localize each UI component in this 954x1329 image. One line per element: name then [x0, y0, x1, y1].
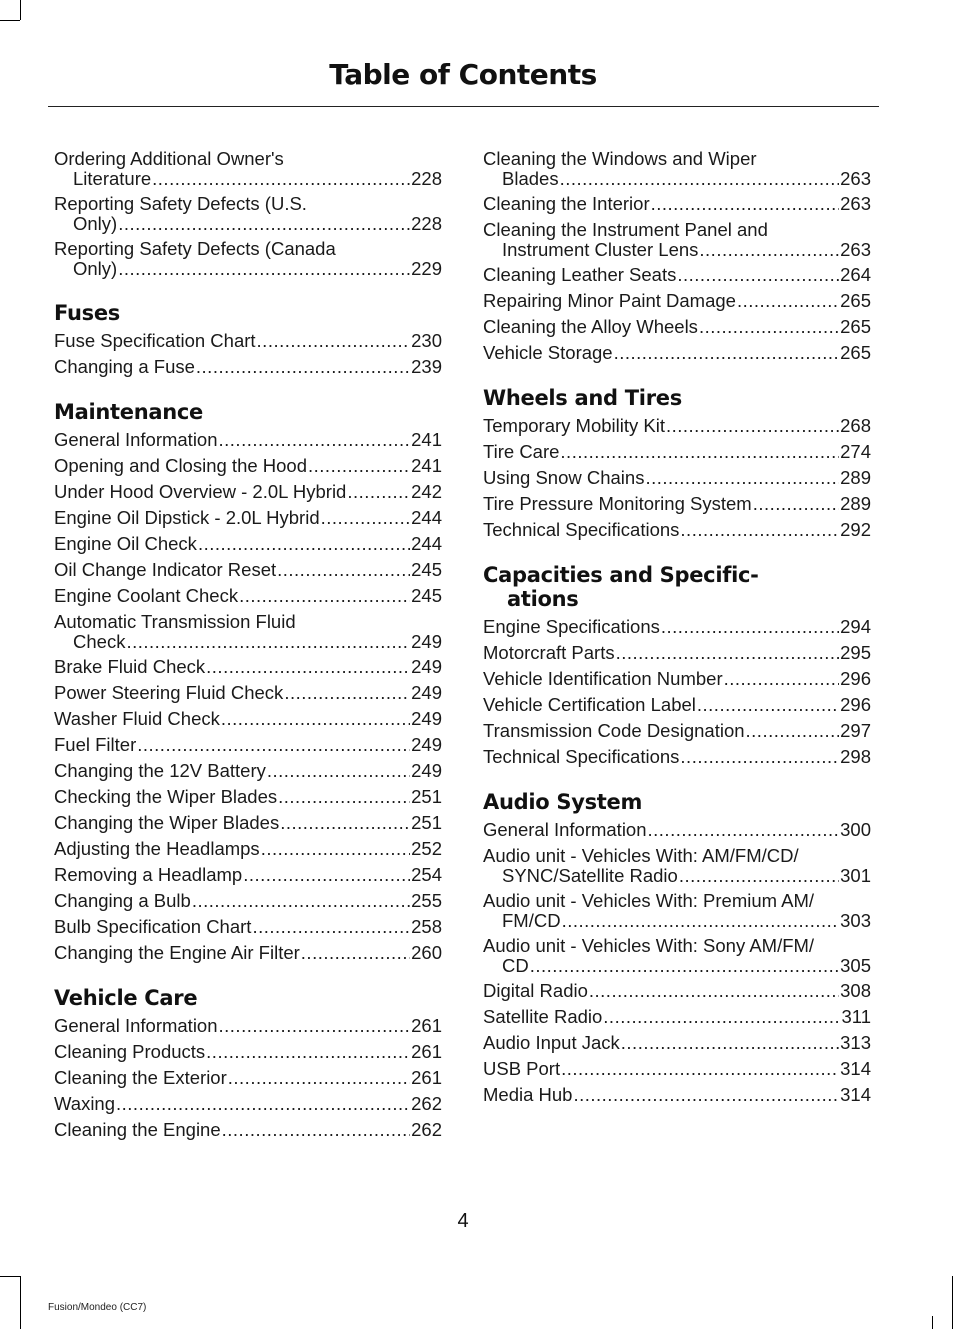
section-heading-text: Audio System [483, 790, 643, 814]
dot-leader [621, 1030, 839, 1056]
toc-entry-page-number: 230 [411, 330, 442, 351]
toc-entry[interactable] [483, 491, 871, 517]
dot-leader [219, 427, 411, 453]
toc-entry-title: Cleaning the Windows and Wiper [483, 148, 757, 169]
dot-leader [645, 465, 839, 491]
toc-entry-page-number: 289 [840, 493, 871, 514]
toc-entry-title: Transmission Code Designation [483, 720, 745, 741]
toc-entry-title: Changing the Engine Air Filter [54, 942, 300, 963]
toc-entry[interactable] [54, 191, 442, 236]
toc-entry-page-number: 241 [411, 429, 442, 450]
toc-entry[interactable] [54, 1065, 442, 1091]
toc-entry-title: Fuse Specification Chart [54, 330, 256, 351]
dot-leader [206, 1039, 410, 1065]
toc-entry-page-number: 303 [840, 909, 871, 931]
toc-entry-title: Checking the Wiper Blades [54, 786, 278, 807]
toc-entry-page-number: 301 [840, 864, 871, 886]
toc-entry[interactable] [483, 888, 871, 933]
toc-entry-page-number: 311 [841, 1006, 871, 1027]
toc-entry-title: Motorcraft Parts [483, 642, 615, 663]
toc-entry-title: Reporting Safety Defects (U.S. [54, 193, 307, 214]
toc-entry[interactable] [54, 557, 442, 583]
toc-entry-title: Audio unit - Vehicles With: Sony AM/FM/ [483, 935, 815, 956]
toc-entry-title: Vehicle Storage [483, 342, 613, 363]
toc-entry[interactable] [483, 666, 871, 692]
toc-entry-title: Power Steering Fluid Check [54, 682, 284, 703]
toc-entry-title: Vehicle Identification Number [483, 668, 723, 689]
toc-entry-page-number: 249 [411, 682, 442, 703]
toc-entry-title: Automatic Transmission Fluid [54, 611, 296, 632]
toc-entry-title: Washer Fluid Check [54, 708, 220, 729]
dot-leader [284, 680, 410, 706]
toc-entry[interactable] [483, 640, 871, 666]
toc-entry-page-number: 274 [840, 441, 871, 462]
toc-entry-page-number: 252 [411, 838, 442, 859]
toc-entry-page-number: 265 [840, 316, 871, 337]
dot-leader [666, 413, 839, 439]
toc-entry-title: Engine Specifications [483, 616, 660, 637]
section-heading-text: Vehicle Care [54, 986, 198, 1010]
section-heading-text: Capacities and Specific- [483, 563, 759, 587]
toc-entry-page-number: 229 [411, 257, 442, 279]
dot-leader [699, 240, 839, 260]
toc-entry-title: Cleaning Leather Seats [483, 264, 677, 285]
dot-leader [651, 191, 840, 217]
toc-entry-page-number: 263 [840, 193, 871, 214]
dot-leader [573, 1082, 839, 1108]
section-heading [54, 400, 442, 424]
dot-leader [126, 632, 410, 652]
toc-entry[interactable] [483, 692, 871, 718]
toc-entry[interactable] [483, 817, 871, 843]
toc-entry-page-number: 245 [411, 585, 442, 606]
dot-leader [321, 505, 411, 531]
toc-entry-title: Tire Care [483, 441, 560, 462]
document-label: Fusion/Mondeo (CC7) [48, 1302, 147, 1313]
toc-entry[interactable] [54, 836, 442, 862]
toc-entry-title: Under Hood Overview - 2.0L Hybrid [54, 481, 347, 502]
toc-entry-page-number: 264 [840, 264, 871, 285]
dot-leader [118, 214, 410, 234]
toc-entry-page-number: 296 [840, 668, 871, 689]
toc-entry-page-number: 261 [411, 1041, 442, 1062]
crop-mark-top-left-h [0, 20, 20, 21]
dot-leader [697, 692, 839, 718]
toc-left-column [54, 146, 442, 1143]
title-divider [48, 106, 879, 107]
toc-entry-title: Fuel Filter [54, 734, 137, 755]
toc-entry-title: Changing the Wiper Blades [54, 812, 280, 833]
dot-leader [746, 718, 840, 744]
dot-leader [347, 479, 410, 505]
toc-entry-title: Cleaning the Instrument Panel and [483, 219, 768, 240]
dot-leader [252, 914, 410, 940]
toc-entry-title-continuation: Check [73, 630, 126, 652]
toc-entry[interactable] [483, 718, 871, 744]
crop-mark-top-left-v [20, 0, 21, 20]
section-heading [54, 986, 442, 1010]
section-heading-text: Fuses [54, 301, 120, 325]
toc-entry[interactable] [483, 465, 871, 491]
toc-entry-page-number: 254 [411, 864, 442, 885]
crop-mark-bottom-right-v1 [932, 1316, 933, 1329]
toc-entry-title: Changing a Fuse [54, 356, 195, 377]
toc-entry-title: Engine Oil Dipstick - 2.0L Hybrid [54, 507, 320, 528]
toc-entry[interactable] [483, 517, 871, 543]
toc-entry[interactable] [54, 427, 442, 453]
dot-leader [261, 836, 410, 862]
toc-entry-title-continuation: Instrument Cluster Lens [502, 238, 699, 260]
toc-entry[interactable] [54, 505, 442, 531]
toc-entry-title: Audio unit - Vehicles With: AM/FM/CD/ [483, 845, 799, 866]
toc-entry[interactable] [54, 784, 442, 810]
dot-leader [308, 453, 410, 479]
dot-leader [280, 810, 410, 836]
toc-entry-title-continuation: CD [502, 954, 529, 976]
dot-leader [221, 706, 410, 732]
toc-entry[interactable] [483, 744, 871, 770]
toc-entry-title: Vehicle Certification Label [483, 694, 696, 715]
toc-entry-page-number: 294 [840, 616, 871, 637]
dot-leader [603, 1004, 840, 1030]
toc-entry[interactable] [483, 439, 871, 465]
dot-leader [243, 862, 410, 888]
toc-entry-page-number: 260 [411, 942, 442, 963]
toc-entry[interactable] [54, 706, 442, 732]
toc-entry-page-number: 295 [840, 642, 871, 663]
dot-leader [118, 259, 410, 279]
toc-entry[interactable] [483, 933, 871, 978]
toc-entry-title: Cleaning the Exterior [54, 1067, 227, 1088]
toc-entry-page-number: 300 [840, 819, 871, 840]
toc-entry-page-number: 314 [840, 1084, 871, 1105]
toc-entry-page-number: 296 [840, 694, 871, 715]
dot-leader [679, 866, 839, 886]
page-number: 4 [457, 1210, 469, 1232]
toc-entry-page-number: 249 [411, 760, 442, 781]
toc-entry-page-number: 308 [840, 980, 871, 1001]
toc-entry-page-number: 255 [411, 890, 442, 911]
toc-entry-title: Changing a Bulb [54, 890, 191, 911]
dot-leader [267, 758, 410, 784]
crop-mark-bottom-left-tick [20, 1316, 21, 1329]
toc-entry[interactable] [483, 1004, 871, 1030]
toc-entry[interactable] [54, 354, 442, 380]
toc-entry[interactable] [54, 531, 442, 557]
dot-leader [680, 744, 839, 770]
crop-mark-bottom-right-v2 [952, 1276, 953, 1329]
toc-entry[interactable] [54, 1013, 442, 1039]
toc-entry-title-continuation: SYNC/Satellite Radio [502, 864, 678, 886]
toc-entry-title: Bulb Specification Chart [54, 916, 252, 937]
toc-entry-title: General Information [54, 1015, 218, 1036]
toc-entry-page-number: 297 [840, 720, 871, 741]
toc-entry-title: Engine Oil Check [54, 533, 197, 554]
dot-leader [257, 328, 411, 354]
toc-entry-title: Cleaning the Engine [54, 1119, 221, 1140]
toc-entry-title: Reporting Safety Defects (Canada [54, 238, 336, 259]
toc-entry-page-number: 251 [411, 786, 442, 807]
toc-entry-page-number: 305 [840, 954, 871, 976]
toc-entry[interactable] [54, 1117, 442, 1143]
section-heading [483, 790, 871, 814]
toc-entry-title: General Information [483, 819, 647, 840]
dot-leader [137, 732, 410, 758]
toc-entry-title: Brake Fluid Check [54, 656, 206, 677]
toc-entry-page-number: 251 [411, 812, 442, 833]
toc-entry-page-number: 228 [411, 212, 442, 234]
toc-entry[interactable] [54, 732, 442, 758]
dot-leader [192, 888, 410, 914]
toc-entry[interactable] [54, 888, 442, 914]
dot-leader [116, 1091, 410, 1117]
toc-entry[interactable] [483, 191, 871, 217]
toc-entry-page-number: 249 [411, 734, 442, 755]
toc-entry-title-continuation: Only) [73, 212, 118, 234]
toc-entry-title: Repairing Minor Paint Damage [483, 290, 736, 311]
toc-entry-title: Tire Pressure Monitoring System [483, 493, 752, 514]
dot-leader [614, 340, 840, 366]
toc-entry-page-number: 258 [411, 916, 442, 937]
section-heading-text: Maintenance [54, 400, 203, 424]
toc-entry-page-number: 289 [840, 467, 871, 488]
toc-entry-page-number: 262 [411, 1119, 442, 1140]
toc-entry-page-number: 313 [840, 1032, 871, 1053]
toc-entry[interactable] [483, 314, 871, 340]
section-heading-continuation: ations [507, 587, 579, 611]
toc-entry-title: Oil Change Indicator Reset [54, 559, 277, 580]
dot-leader [206, 654, 410, 680]
dot-leader [562, 911, 840, 931]
toc-entry-title-continuation: Only) [73, 257, 118, 279]
dot-leader [278, 784, 410, 810]
dot-leader [277, 557, 410, 583]
dot-leader [589, 978, 839, 1004]
dot-leader [648, 817, 840, 843]
toc-entry-title: Media Hub [483, 1084, 573, 1105]
toc-entry-title: Cleaning Products [54, 1041, 206, 1062]
toc-entry-page-number: 263 [840, 238, 871, 260]
toc-entry[interactable] [54, 236, 442, 281]
page-title: Table of Contents [329, 58, 597, 91]
toc-entry-page-number: 265 [840, 342, 871, 363]
toc-entry-page-number: 244 [411, 507, 442, 528]
toc-entry-page-number: 261 [411, 1067, 442, 1088]
toc-entry-title: Using Snow Chains [483, 467, 645, 488]
dot-leader [699, 314, 839, 340]
toc-entry[interactable] [54, 328, 442, 354]
toc-entry[interactable] [54, 654, 442, 680]
section-heading [483, 386, 871, 410]
toc-entry-title: Technical Specifications [483, 746, 680, 767]
dot-leader [239, 583, 410, 609]
toc-entry[interactable] [483, 413, 871, 439]
dot-leader [198, 531, 410, 557]
toc-entry[interactable] [483, 1056, 871, 1082]
dot-leader [661, 614, 839, 640]
toc-entry[interactable] [54, 940, 442, 966]
toc-entry[interactable] [483, 262, 871, 288]
toc-entry[interactable] [54, 758, 442, 784]
toc-entry-page-number: 244 [411, 533, 442, 554]
toc-entry-page-number: 261 [411, 1015, 442, 1036]
toc-entry-title: Ordering Additional Owner's [54, 148, 284, 169]
toc-entry-title: Engine Coolant Check [54, 585, 239, 606]
dot-leader [737, 288, 839, 314]
toc-entry[interactable] [54, 1039, 442, 1065]
dot-leader [219, 1013, 411, 1039]
toc-entry[interactable] [54, 914, 442, 940]
section-heading-text: Wheels and Tires [483, 386, 682, 410]
toc-entry-title-continuation: Blades [502, 167, 559, 189]
toc-entry[interactable] [483, 288, 871, 314]
toc-entry-page-number: 292 [840, 519, 871, 540]
toc-entry-page-number: 263 [840, 167, 871, 189]
toc-entry-title-continuation: Literature [73, 167, 152, 189]
toc-entry[interactable] [483, 217, 871, 262]
toc-entry[interactable] [483, 1082, 871, 1108]
toc-entry[interactable] [54, 810, 442, 836]
toc-entry[interactable] [54, 1091, 442, 1117]
toc-entry[interactable] [54, 479, 442, 505]
toc-entry-title: General Information [54, 429, 218, 450]
dot-leader [680, 517, 839, 543]
toc-entry[interactable] [54, 862, 442, 888]
toc-entry[interactable] [483, 340, 871, 366]
dot-leader [228, 1065, 410, 1091]
dot-leader [222, 1117, 410, 1143]
dot-leader [560, 439, 839, 465]
toc-entry[interactable] [483, 146, 871, 191]
dot-leader [616, 640, 840, 666]
toc-entry-title: Audio Input Jack [483, 1032, 620, 1053]
toc-entry-title-continuation: FM/CD [502, 909, 561, 931]
dot-leader [152, 169, 410, 189]
toc-entry-page-number: 239 [411, 356, 442, 377]
dot-leader [301, 940, 410, 966]
toc-entry-title: Cleaning the Interior [483, 193, 650, 214]
toc-entry[interactable] [54, 583, 442, 609]
toc-entry-title: Opening and Closing the Hood [54, 455, 308, 476]
toc-entry-title: Audio unit - Vehicles With: Premium AM/ [483, 890, 815, 911]
toc-entry-page-number: 249 [411, 630, 442, 652]
toc-right-column [483, 146, 871, 1108]
toc-entry[interactable] [483, 614, 871, 640]
toc-entry-title: Satellite Radio [483, 1006, 603, 1027]
toc-entry-title: Digital Radio [483, 980, 588, 1001]
toc-entry-page-number: 268 [840, 415, 871, 436]
toc-entry-title: Removing a Headlamp [54, 864, 243, 885]
toc-entry-page-number: 245 [411, 559, 442, 580]
dot-leader [560, 169, 840, 189]
toc-entry-title: Technical Specifications [483, 519, 680, 540]
toc-entry[interactable] [483, 978, 871, 1004]
toc-entry-page-number: 265 [840, 290, 871, 311]
toc-entry-page-number: 249 [411, 708, 442, 729]
toc-entry-page-number: 241 [411, 455, 442, 476]
section-heading [54, 301, 442, 325]
toc-entry-page-number: 314 [840, 1058, 871, 1079]
toc-entry-page-number: 228 [411, 167, 442, 189]
toc-entry-title: USB Port [483, 1058, 561, 1079]
dot-leader [196, 354, 410, 380]
toc-entry-page-number: 262 [411, 1093, 442, 1114]
toc-entry[interactable] [54, 680, 442, 706]
dot-leader [753, 491, 839, 517]
toc-entry-page-number: 298 [840, 746, 871, 767]
toc-entry-title: Temporary Mobility Kit [483, 415, 665, 436]
dot-leader [561, 1056, 839, 1082]
dot-leader [724, 666, 840, 692]
toc-entry[interactable] [54, 453, 442, 479]
crop-mark-bottom-left-h [0, 1276, 20, 1277]
toc-entry[interactable] [483, 1030, 871, 1056]
toc-entry-title: Changing the 12V Battery [54, 760, 266, 781]
toc-entry[interactable] [483, 843, 871, 888]
toc-entry[interactable] [54, 146, 442, 191]
dot-leader [530, 956, 839, 976]
toc-entry-title: Waxing [54, 1093, 116, 1114]
toc-entry-page-number: 249 [411, 656, 442, 677]
section-heading [483, 563, 871, 611]
toc-entry-page-number: 242 [411, 481, 442, 502]
dot-leader [677, 262, 839, 288]
toc-entry-title: Cleaning the Alloy Wheels [483, 316, 698, 337]
toc-entry-title: Adjusting the Headlamps [54, 838, 260, 859]
toc-entry[interactable] [54, 609, 442, 654]
